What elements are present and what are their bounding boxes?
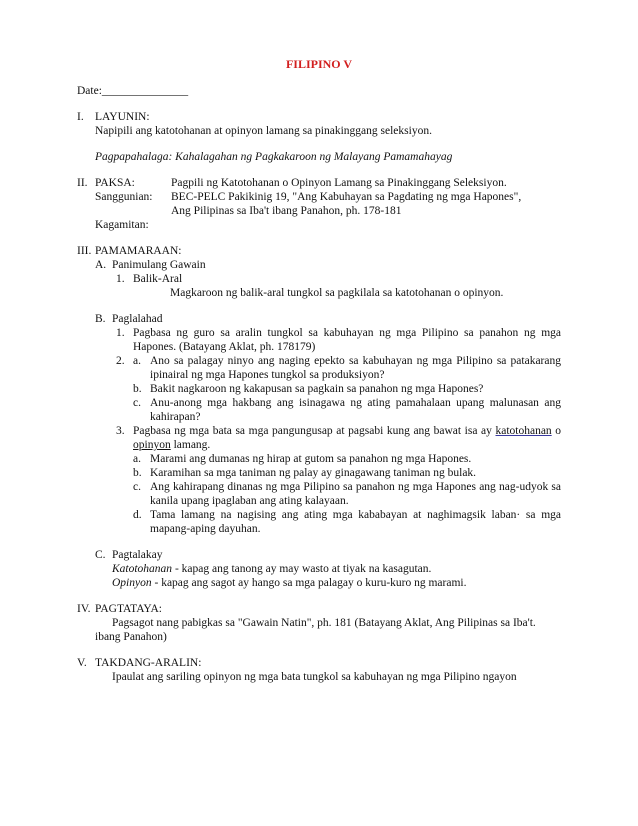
b2a-line-2: ipinairal ng mga Hapones tungkol sa produksiyon? — [150, 369, 385, 381]
b3-line-2 — [133, 438, 210, 452]
b3d-label: d. — [133, 509, 142, 521]
b2c-label: c. — [133, 397, 141, 409]
c2-definition — [112, 576, 466, 590]
b3-line-1-end: o — [555, 425, 562, 437]
c2-term: Opinyon — [112, 577, 152, 589]
b3a-line-1: Marami ang dumanas ng hirap at gutom sa panahon ng mga Hapones. — [150, 453, 472, 465]
c1-def: - kapag ang tanong ay may wasto at tiyak na kasagutan. — [174, 563, 432, 575]
a1-title: Balik-Aral — [133, 273, 183, 285]
sanggunian-line-1: BEC-PELC Pakikinig 19, "Ang Kabuhayan sa Pagdating ng mga Hapones", — [171, 191, 522, 203]
b3c-line-2: kanila upang ipaglaban ang ating kalayaan. — [150, 495, 349, 507]
c1-definition — [112, 562, 431, 576]
sub-b-label: B. — [95, 313, 106, 325]
section-heading-pamamaraan: PAMAMARAAN: — [95, 245, 182, 257]
b3a-label: a. — [133, 453, 141, 465]
date-line — [77, 84, 188, 98]
c2-def: - kapag ang sagot ay hango sa mga palagay o kuru-kuro ng marami. — [154, 577, 467, 589]
b1-number: 1. — [116, 327, 125, 339]
b3c-line-1: Ang kahirapang dinanas ng mga Pilipino sa panahon ng mga Hapones ang nag-udyok sa — [150, 481, 561, 493]
pagtataya-line-1: Pagsagot nang pabigkas sa "Gawain Natin", ph. 181 (Batayang Aklat, Ang Pilipinas sa Iba't. — [112, 617, 536, 629]
section-number-4: IV. — [77, 603, 91, 615]
b2c-line-1: Anu-anong mga hakbang ang isinagawa ng ating pamahalaan upang malunasan ang — [150, 397, 561, 409]
opinyon-underlined: opinyon — [133, 439, 171, 451]
layunin-objective: Napipili ang katotohanan at opinyon lamang sa pinakinggang seleksiyon. — [95, 125, 432, 137]
b2b-label: b. — [133, 383, 142, 395]
b3d-line-1: Tama lamang na nagising ang ating mga kababayan at naghimagsik laban· sa mga — [150, 509, 561, 521]
sub-c-label: C. — [95, 549, 106, 561]
section-number-3: III. — [77, 245, 92, 257]
b2-number: 2. — [116, 355, 125, 367]
c1-term: Katotohanan — [112, 563, 173, 575]
sub-b-title: Paglalahad — [112, 313, 163, 325]
b3c-label: c. — [133, 481, 141, 493]
b2c-line-2: kahirapan? — [150, 411, 201, 423]
section-number-2: II. — [77, 177, 88, 189]
document-title: FILIPINO V — [285, 57, 353, 71]
sanggunian-line-2: Ang Pilipinas sa Iba't ibang Panahon, ph. 178-181 — [171, 205, 402, 217]
katotohanan-underlined: katotohanan — [495, 425, 552, 437]
date-blank: _______________ — [101, 85, 189, 97]
b3d-line-2: mapang-aping dayuhan. — [150, 523, 261, 535]
b1-line-2: Hapones. (Batayang Aklat, ph. 178179) — [133, 341, 316, 353]
section-number-1: I. — [77, 111, 84, 123]
section-number-5: V. — [77, 657, 87, 669]
b3-line-2-end: lamang. — [173, 439, 211, 451]
a1-number: 1. — [116, 273, 125, 285]
date-label: Date: — [77, 85, 102, 97]
section-heading-layunin: LAYUNIN: — [95, 111, 150, 123]
b3-line-1-text: Pagbasa ng mga bata sa mga pangungusap at pagsabi kung ang bawat isa ay — [133, 425, 492, 437]
b2b-line-1: Bakit nagkaroon ng kakapusan sa pagkain sa panahon ng mga Hapones? — [150, 383, 484, 395]
sub-a-label: A. — [95, 259, 107, 271]
b3-line-1 — [133, 424, 561, 438]
paksa-value: Pagpili ng Katotohanan o Opinyon Lamang sa Pinakinggang Seleksiyon. — [171, 177, 507, 189]
paksa-label: PAKSA: — [95, 177, 135, 189]
section-heading-takdang-aralin: TAKDANG-ARALIN: — [95, 657, 202, 669]
sanggunian-label: Sanggunian: — [95, 191, 153, 203]
a1-text: Magkaroon ng balik-aral tungkol sa pagkilala sa katotohanan o opinyon. — [170, 287, 504, 299]
b2a-line-1: Ano sa palagay ninyo ang naging epekto sa kabuhayan ng mga Pilipino sa patakarang — [150, 355, 561, 367]
sub-a-title: Panimulang Gawain — [112, 259, 206, 271]
b3b-label: b. — [133, 467, 142, 479]
takdang-aralin-line-1: Ipaulat ang sariling opinyon ng mga bata tungkol sa kabuhayan ng mga Pilipino ngayon — [112, 671, 517, 683]
b2a-label: a. — [133, 355, 141, 367]
b1-line-1: Pagbasa ng guro sa aralin tungkol sa kabuhayan ng mga Pilipino sa panahon ng mga — [133, 327, 561, 339]
kagamitan-label: Kagamitan: — [95, 219, 149, 231]
b3b-line-1: Karamihan sa mga taniman ng palay ay ginagawang taniman ng bulak. — [150, 467, 477, 479]
layunin-values: Pagpapahalaga: Kahalagahan ng Pagkakaroon ng Malayang Pamamahayag — [95, 151, 453, 163]
section-heading-pagtataya: PAGTATAYA: — [95, 603, 162, 615]
b3-number: 3. — [116, 425, 125, 437]
pagtataya-line-2: ibang Panahon) — [95, 631, 167, 643]
sub-c-title: Pagtalakay — [112, 549, 163, 561]
